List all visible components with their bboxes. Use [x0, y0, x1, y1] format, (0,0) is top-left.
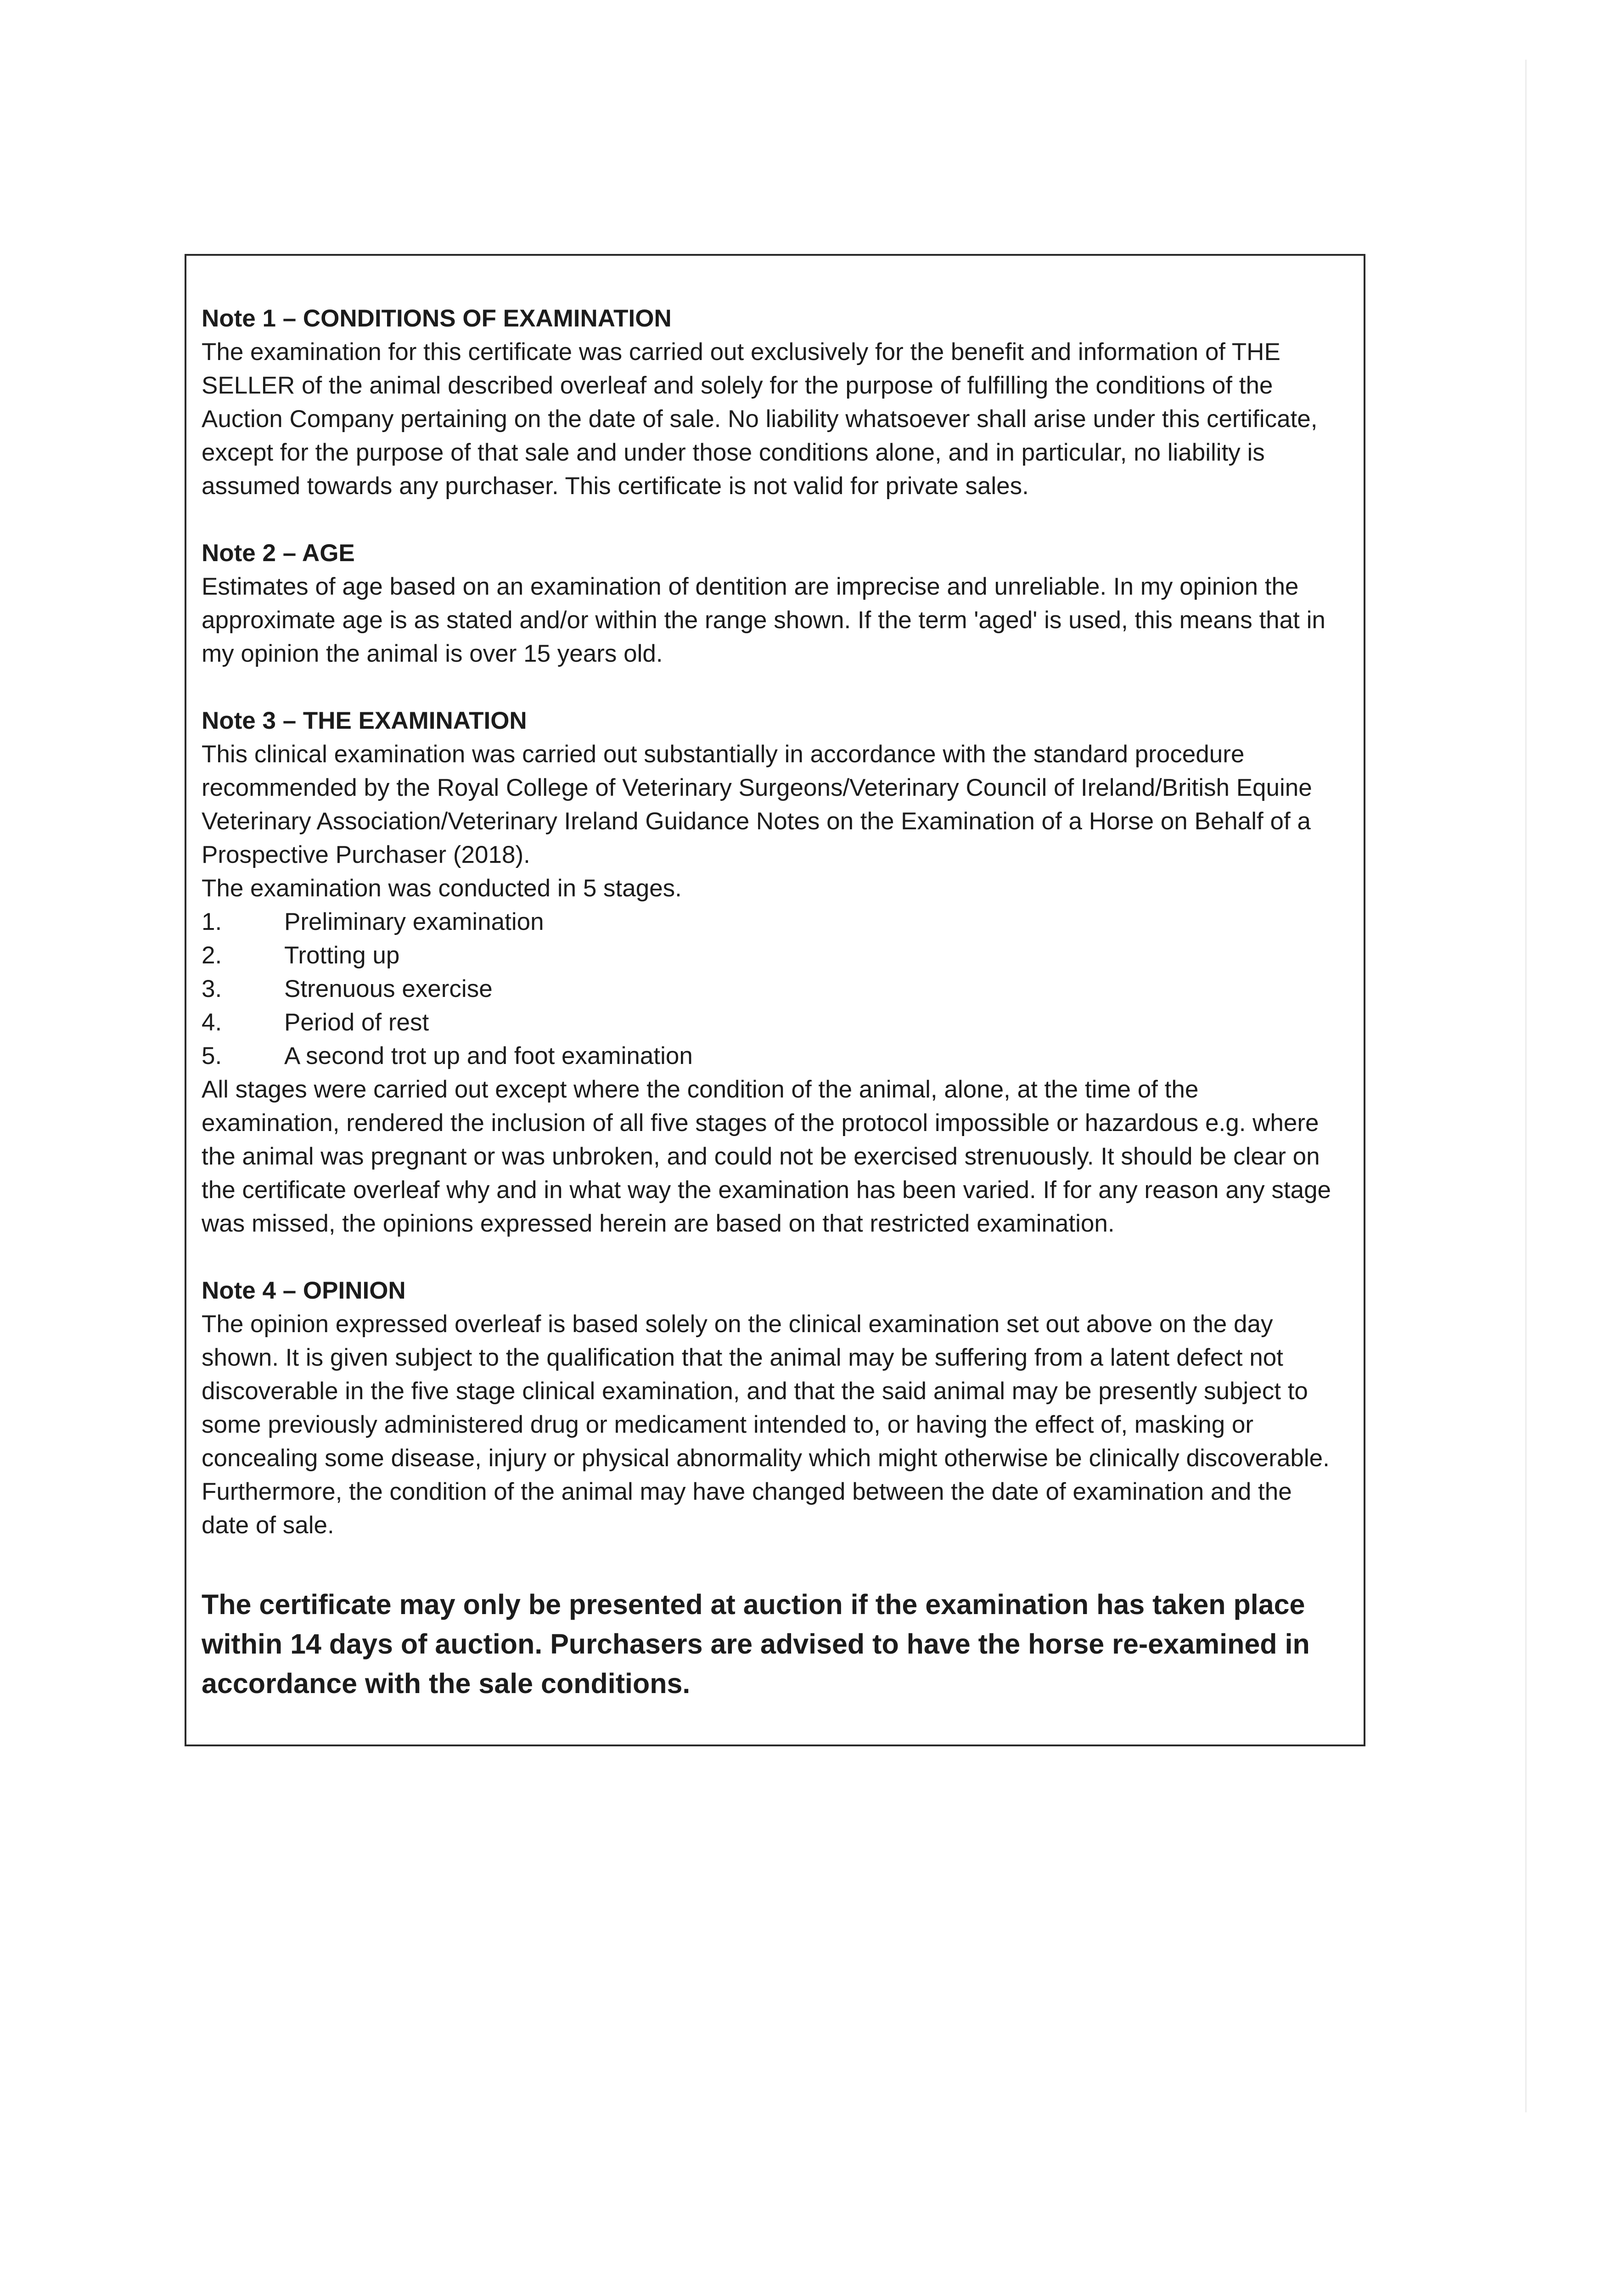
stage-number: 4.: [202, 1009, 222, 1036]
note-paragraph: Estimates of age based on an examination of dentition are imprecise and unreliable. In my opinion the approximate age is as stated and/or within the range shown. If the term 'aged' is used, this means that in my opinion the animal is over 15 years old.: [202, 573, 1325, 667]
stage-text: Strenuous exercise: [284, 975, 493, 1002]
note-heading: Note 2 – AGE: [202, 540, 355, 567]
note-heading: Note 1 – CONDITIONS OF EXAMINATION: [202, 305, 672, 332]
stage-number: 1.: [202, 908, 222, 935]
stage-number: 5.: [202, 1042, 222, 1069]
note-paragraph: This clinical examination was carried out substantially in accordance with the standard procedure recommended by the Royal College of Veterinary Surgeons/Veterinary Council of Ireland/British Equine Veterinary Association/Veterinary Ireland Guidance Notes on the Examination of a Horse on Behalf of a Prospective Purchaser (2018).: [202, 741, 1312, 868]
stage-number: 2.: [202, 942, 222, 969]
note-age: [202, 536, 1341, 670]
stage-item: [202, 1006, 1341, 1039]
final-notice: The certificate may only be presented at auction if the examination has taken place within 14 days of auction. Purchasers are advised to have the horse re-examined in accordance with the sale conditions.: [202, 1589, 1310, 1699]
note-paragraph: The examination for this certificate was carried out exclusively for the benefit and information of THE SELLER of the animal described overleaf and solely for the purpose of fulfilling the conditions of the Auction Company pertaining on the date of sale. No liability whatsoever shall arise under this certificate, except for the purpose of that sale and under those conditions alone, and in particular, no liability is assumed towards any purchaser. This certificate is not valid for private sales.: [202, 338, 1318, 500]
page-edge-shadow: [1525, 60, 1527, 2112]
stage-text: Period of rest: [284, 1009, 429, 1036]
stage-text: Preliminary examination: [284, 908, 544, 935]
note-heading: Note 4 – OPINION: [202, 1277, 406, 1304]
stage-item: [202, 972, 1341, 1006]
notes-box: [185, 254, 1365, 1746]
stage-text: Trotting up: [284, 942, 400, 969]
note-heading: Note 3 – THE EXAMINATION: [202, 707, 527, 734]
stage-item: [202, 1039, 1341, 1073]
stages-intro: The examination was conducted in 5 stages.: [202, 875, 682, 902]
stage-text: A second trot up and foot examination: [284, 1042, 693, 1069]
stage-item: [202, 939, 1341, 972]
note-opinion: [202, 1274, 1341, 1542]
note-conditions-of-examination: [202, 302, 1341, 503]
stage-number: 3.: [202, 975, 222, 1002]
note-paragraph: The opinion expressed overleaf is based solely on the clinical examination set out above on the day shown. It is given subject to the qualification that the animal may be suffering from a latent defect not discoverable in the five stage clinical examination, and that the said animal may be presently subject to some previously administered drug or medicament intended to, or having the effect of, masking or concealing some disease, injury or physical abnormality which might otherwise be clinically discoverable.: [202, 1311, 1330, 1472]
stage-item: [202, 905, 1341, 939]
note-the-examination: [202, 704, 1341, 1240]
stage-list: [202, 905, 1341, 1073]
note-paragraph: Furthermore, the condition of the animal may have changed between the date of examination and the date of sale.: [202, 1478, 1292, 1539]
note-paragraph: All stages were carried out except where the condition of the animal, alone, at the time of the examination, rendered the inclusion of all five stages of the protocol impossible or hazardous e.g. where the animal was pregnant or was unbroken, and could not be exercised strenuously. It should be clear on the certificate overleaf why and in what way the examination has been varied. If for any reason any stage was missed, the opinions expressed herein are based on that restricted examination.: [202, 1076, 1331, 1237]
